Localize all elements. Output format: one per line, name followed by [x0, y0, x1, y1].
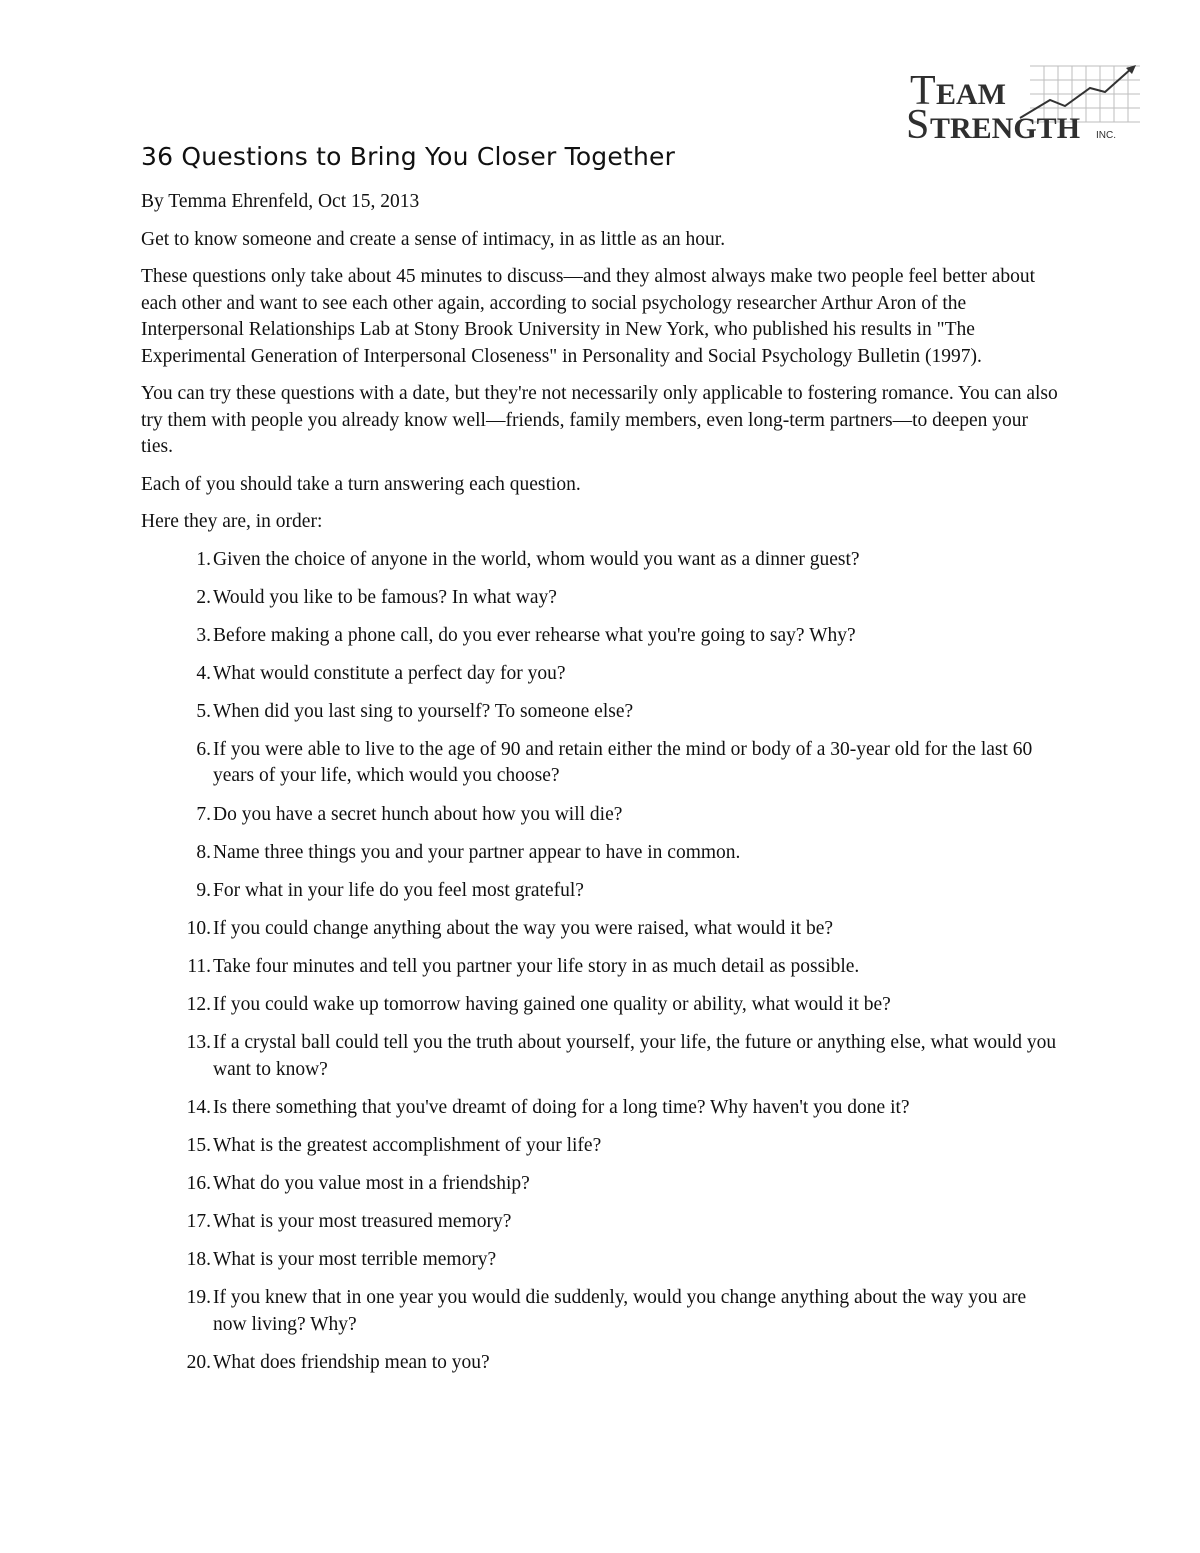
- question-text: Given the choice of anyone in the world, whom would you want as a dinner guest?: [213, 548, 860, 570]
- question-text: What does friendship mean to you?: [213, 1351, 490, 1373]
- question-number: 14.: [186, 1096, 211, 1118]
- instructions-paragraph: Each of you should take a turn answering each question.: [141, 473, 581, 495]
- question-item: [141, 840, 1061, 867]
- question-text: What would constitute a perfect day for you?: [213, 662, 566, 684]
- question-item: [141, 1171, 1061, 1198]
- question-text: What is your most terrible memory?: [213, 1249, 497, 1271]
- question-item: [141, 661, 1061, 688]
- question-text: If you could change anything about the way you were raised, what would it be?: [213, 917, 834, 939]
- question-text: Is there something that you've dreamt of doing for a long time? Why haven't you done it?: [213, 1096, 910, 1118]
- team-strength-logo: [900, 62, 1140, 146]
- logo-inc: INC.: [1096, 130, 1116, 141]
- question-text: If you were able to live to the age of 90 and retain either the mind or body of a 30-year old for the last 60 years of your life, which would you choose?: [213, 738, 1033, 787]
- byline: By Temma Ehrenfeld, Oct 15, 2013: [141, 191, 420, 212]
- question-text: If you knew that in one year you would die suddenly, would you change anything about the way you are now living? Why?: [213, 1287, 1027, 1335]
- question-number: 10.: [186, 917, 211, 939]
- question-text: What is your most treasured memory?: [213, 1211, 512, 1232]
- question-text: When did you last sing to yourself? To someone else?: [213, 700, 634, 722]
- question-item: [141, 802, 1061, 829]
- question-number: 18.: [186, 1249, 211, 1271]
- logo-word-team: EAM: [936, 78, 1006, 111]
- question-text: Would you like to be famous? In what way?: [213, 586, 557, 608]
- question-item: [141, 737, 1061, 790]
- question-number: 8.: [196, 841, 211, 863]
- question-item: [141, 1209, 1061, 1236]
- logo-word-strength: TRENGTH: [930, 112, 1081, 145]
- intro-paragraph: Get to know someone and create a sense of intimacy, in as little as an hour.: [141, 228, 726, 250]
- question-item: [141, 1247, 1061, 1274]
- question-item: [141, 1133, 1061, 1160]
- question-text: If you could wake up tomorrow having gained one quality or ability, what would it be?: [213, 994, 891, 1016]
- question-number: 7.: [196, 803, 211, 825]
- question-item: [141, 878, 1061, 905]
- question-item: [141, 1285, 1061, 1338]
- question-number: 12.: [186, 994, 211, 1016]
- question-item: [141, 585, 1061, 612]
- question-text: What do you value most in a friendship?: [213, 1172, 530, 1194]
- question-number: 5.: [196, 700, 211, 722]
- question-number: 19.: [186, 1287, 211, 1309]
- question-number: 15.: [186, 1134, 211, 1156]
- question-text: Name three things you and your partner appear to have in common.: [213, 841, 741, 863]
- question-number: 11.: [187, 955, 211, 977]
- question-item: [141, 1030, 1061, 1083]
- question-item: [141, 547, 1061, 574]
- team-strength-logo-graphic: [900, 62, 1140, 146]
- question-text: Take four minutes and tell you partner your life story in as much detail as possible.: [213, 955, 860, 977]
- question-item: [141, 1095, 1061, 1122]
- usage-paragraph: You can try these questions with a date, but they're not necessarily only applicable to fostering romance. You can also try them with people you already know well—friends, family members, even long-term partners—to deepen your ties.: [141, 383, 1058, 457]
- question-item: [141, 1350, 1061, 1377]
- list-intro-paragraph: Here they are, in order:: [141, 511, 323, 532]
- research-paragraph: These questions only take about 45 minutes to discuss—and they almost always make two people feel better about each other and want to see each other again, according to social psychology researcher Arthur Aron of the Interpersonal Relationships Lab at Stony Brook University in New York, who published his results in "The Experimental Generation of Interpersonal Closeness" in Personality and Social Psychology Bulletin (1997).: [141, 266, 1036, 367]
- question-number: 2.: [196, 586, 211, 608]
- page-title: 36 Questions to Bring You Closer Together: [141, 142, 676, 171]
- question-text: For what in your life do you feel most grateful?: [213, 879, 584, 901]
- document-body: [141, 140, 1061, 1388]
- question-number: 20.: [186, 1351, 211, 1373]
- question-item: [141, 992, 1061, 1019]
- question-item: [141, 954, 1061, 981]
- logo-letter-s: S: [906, 102, 930, 146]
- question-item: [141, 699, 1061, 726]
- question-number: 13.: [186, 1032, 211, 1054]
- question-number: 9.: [196, 879, 211, 901]
- question-item: [141, 916, 1061, 943]
- questions-list: [141, 547, 1061, 1377]
- question-number: 17.: [186, 1211, 211, 1232]
- logo-trend-line: [1020, 68, 1132, 118]
- question-item: [141, 623, 1061, 650]
- question-number: 16.: [186, 1172, 211, 1194]
- logo-letter-t: T: [910, 68, 936, 114]
- question-text: What is the greatest accomplishment of your life?: [213, 1134, 602, 1156]
- question-text: If a crystal ball could tell you the truth about yourself, your life, the future or anything else, what would you want to know?: [213, 1032, 1057, 1080]
- question-number: 4.: [196, 662, 211, 684]
- question-number: 3.: [196, 624, 211, 646]
- question-number: 1.: [196, 548, 211, 570]
- question-text: Before making a phone call, do you ever rehearse what you're going to say? Why?: [213, 624, 856, 646]
- question-number: 6.: [196, 738, 211, 760]
- question-text: Do you have a secret hunch about how you will die?: [213, 803, 623, 825]
